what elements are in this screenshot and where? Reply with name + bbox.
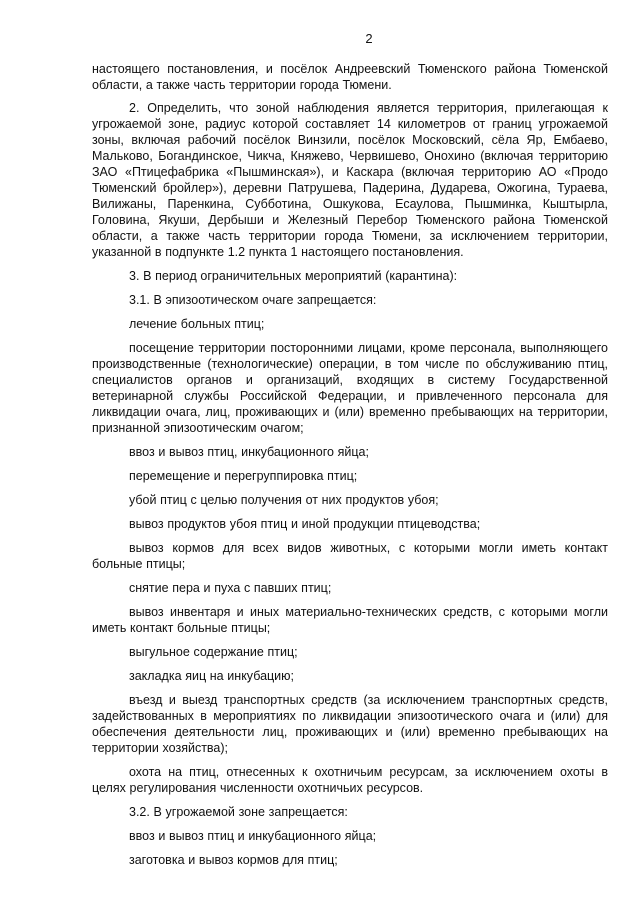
- list-item: снятие пера и пуха с павших птиц;: [129, 581, 332, 595]
- paragraph-item-2-observation-zone: 2. Определить, что зоной наблюдения является территория, прилегающая к угрожаемой зоне, радиус которой составляет 14 километров от границ угрожаемой зоны, включая рабочий посёлок Винзили, посёлок Московский, сёла Яр, Ембаево, Мальково, Богандинское, Чикча, Княжево, Червишево, Онохино (включая территорию ЗАО «Птицефабрика «Пышминская»), и Каскара (включая территорию АО «Продо Тюменский бройлер»), деревни Патрушева, Падерина, Дударева, Ожогина, Тураева, Вилижаны, Паренкина, Субботина, Ошкукова, Есаулова, Пышминка, Кыштырла, Головина, Якуши, Дербыши и Железный Перебор Тюменского района Тюменской области, а также часть территории города Тюмени, за исключением территории, указанной в подпункте 1.2 пункта 1 настоящего постановления.: [92, 101, 608, 259]
- paragraph-item-3-2-heading: 3.2. В угрожаемой зоне запрещается:: [129, 805, 348, 819]
- list-item: въезд и выезд транспортных средств (за исключением транспортных средств, задействованных в мероприятиях по ликвидации эпизоотического очага и (или) для обеспечения деятельности лиц, проживающих и (или) временно пребывающих на территории хозяйства);: [92, 693, 608, 755]
- list-item: вывоз инвентаря и иных материально-технических средств, с которыми могли иметь контакт больные птицы;: [92, 605, 608, 635]
- list-item: заготовка и вывоз кормов для птиц;: [129, 853, 338, 867]
- paragraph-item-3-heading: 3. В период ограничительных мероприятий (карантина):: [129, 269, 458, 283]
- document-body: [92, 61, 608, 868]
- paragraph-continuation: настоящего постановления, и посёлок Андреевский Тюменского района Тюменской области, а также часть территории города Тюмени.: [92, 62, 608, 92]
- list-item: посещение территории посторонними лицами, кроме персонала, выполняющего производственные (технологические) операции, в том числе по обслуживанию птиц, специалистов органов и организаций, входящих в систему Государственной ветеринарной службы Российской Федерации, и привлеченного персонала для ликвидации очага, лиц, проживающих и (или) временно пребывающих на территории, признанной эпизоотическим очагом;: [92, 341, 608, 435]
- list-item: выгульное содержание птиц;: [129, 645, 298, 659]
- page-number: 2: [365, 31, 373, 46]
- list-item: охота на птиц, отнесенных к охотничьим ресурсам, за исключением охоты в целях регулирования численности охотничьих ресурсов.: [92, 765, 608, 795]
- list-item: убой птиц с целью получения от них продуктов убоя;: [129, 493, 439, 507]
- list-item: лечение больных птиц;: [129, 317, 265, 331]
- list-item: ввоз и вывоз птиц, инкубационного яйца;: [129, 445, 369, 459]
- list-item: ввоз и вывоз птиц и инкубационного яйца;: [129, 829, 377, 843]
- list-item: перемещение и перегруппировка птиц;: [129, 469, 358, 483]
- list-item: вывоз продуктов убоя птиц и иной продукции птицеводства;: [129, 517, 481, 531]
- list-item: вывоз кормов для всех видов животных, с которыми могли иметь контакт больные птицы;: [92, 541, 608, 571]
- list-item: закладка яиц на инкубацию;: [129, 669, 295, 683]
- paragraph-item-3-1-heading: 3.1. В эпизоотическом очаге запрещается:: [129, 293, 377, 307]
